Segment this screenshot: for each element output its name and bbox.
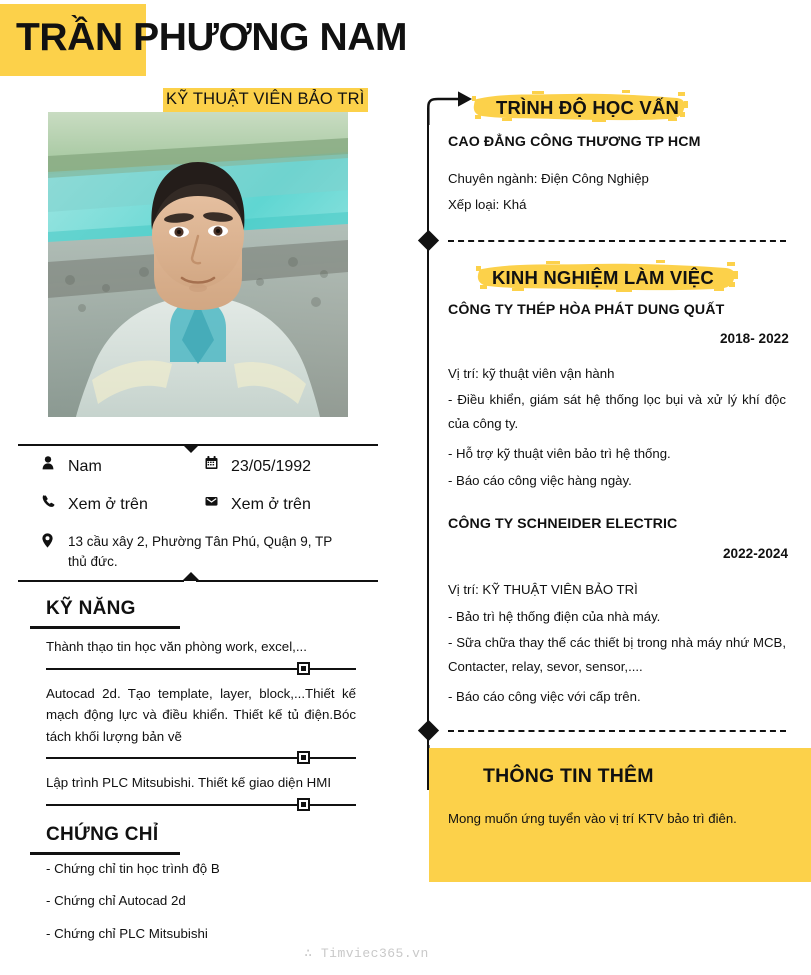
watermark-text: ∴ Timviec365.vn <box>304 946 429 961</box>
education-school: CAO ĐẲNG CÔNG THƯƠNG TP HCM <box>448 134 701 150</box>
job-duty: - Báo cáo công việc hàng ngày. <box>448 473 632 488</box>
job-duty: - Sữa chữa thay thế các thiết bị trong nhà máy nhứ MCB, Contacter, relay, sevor, sensor,.... <box>448 635 786 674</box>
job-title: KỸ THUẬT VIÊN BẢO TRÌ <box>163 88 368 112</box>
job-duty: - Hỗ trợ kỹ thuật viên bảo trì hệ thống. <box>448 446 671 461</box>
contact-email <box>205 493 311 517</box>
job-duty: - Điều khiển, giám sát hệ thống lọc bụi và xử lý khí độc của công ty. <box>448 392 786 431</box>
job-company: CÔNG TY SCHNEIDER ELECTRIC <box>448 516 678 532</box>
contact-birthday <box>205 455 311 479</box>
contact-list <box>42 455 392 588</box>
envelope-icon <box>205 493 231 517</box>
timeline-diamond <box>418 720 439 741</box>
contact-row <box>42 493 392 517</box>
skill-bar-knob[interactable] <box>297 751 310 764</box>
certificates-heading: CHỨNG CHỈ <box>46 824 159 845</box>
job-duty: - Báo cáo công việc với cấp trên. <box>448 689 641 704</box>
timeline-spine <box>427 108 429 790</box>
gender-value: Nam <box>68 458 102 475</box>
additional-info-heading: THÔNG TIN THÊM <box>483 765 654 787</box>
timeline-dash-divider <box>448 730 786 732</box>
address-value: 13 cầu xây 2, Phường Tân Phú, Quận 9, TP thủ đức. <box>68 534 333 570</box>
location-pin-icon <box>42 532 68 548</box>
contact-phone <box>42 493 205 517</box>
timeline-dash-divider <box>448 240 786 242</box>
divider-down-marker <box>182 444 200 453</box>
email-value: Xem ở trên <box>231 496 311 513</box>
certificates-heading-rule <box>30 852 180 855</box>
skill-progress-bar[interactable] <box>46 751 356 765</box>
certificate-item: - Chứng chỉ tin học trình độ B <box>46 861 220 876</box>
skill-progress-bar[interactable] <box>46 662 356 676</box>
education-major: Chuyên ngành: Điện Công Nghiệp <box>448 171 649 186</box>
job-company: CÔNG TY THÉP HÒA PHÁT DUNG QUẤT <box>448 302 725 318</box>
certificate-item: - Chứng chỉ PLC Mitsubishi <box>46 925 208 941</box>
skill-item <box>46 772 356 812</box>
skill-progress-bar[interactable] <box>46 798 356 812</box>
skill-bar-knob[interactable] <box>297 662 310 675</box>
job-date: 2022-2024 <box>723 546 789 561</box>
job-position: Vị trí: KỸ THUẬT VIÊN BẢO TRÌ <box>448 582 638 597</box>
contact-gender <box>42 455 205 479</box>
skill-label: Autocad 2d. Tạo template, layer, block,...Thiết kế mạch động lực và điều khiển. Thiết kế tủ điện.Bóc tách khối lượng bản vẽ <box>46 685 356 744</box>
skills-heading-rule <box>30 626 180 629</box>
job-date: 2018- 2022 <box>720 331 789 346</box>
skills-list <box>46 636 356 819</box>
experience-heading: KINH NGHIỆM LÀM VIỆC <box>492 267 714 288</box>
calendar-icon <box>205 455 231 479</box>
skill-item <box>46 636 356 676</box>
skill-item <box>46 683 356 766</box>
birthday-value: 23/05/1992 <box>231 458 312 475</box>
job-duty: - Bảo trì hệ thống điện của nhà máy. <box>448 609 661 624</box>
education-grade: Xếp loại: Khá <box>448 197 527 212</box>
person-icon <box>42 455 68 479</box>
education-heading: TRÌNH ĐỘ HỌC VẤN <box>496 97 680 118</box>
phone-value: Xem ở trên <box>68 496 148 513</box>
phone-icon <box>42 493 68 517</box>
job-position: Vị trí: kỹ thuật viên vận hành <box>448 366 615 381</box>
additional-info-text: Mong muốn ứng tuyển vào vị trí KTV bảo trì điên. <box>448 811 737 826</box>
timeline-diamond <box>418 230 439 251</box>
skill-label: Thành thạo tin học văn phòng work, excel,... <box>46 639 307 654</box>
contact-row <box>42 455 392 479</box>
contact-address <box>42 532 392 573</box>
skills-heading: KỸ NĂNG <box>46 598 136 619</box>
skill-bar-knob[interactable] <box>297 798 310 811</box>
watermark <box>0 946 811 961</box>
candidate-photo <box>48 112 348 417</box>
skill-label: Lập trình PLC Mitsubishi. Thiết kế giao diện HMI <box>46 775 332 791</box>
contact-top-divider-right <box>196 444 378 446</box>
certificates-list <box>46 862 366 959</box>
contact-top-divider <box>18 444 184 446</box>
certificate-item: - Chứng chỉ Autocad 2d <box>46 893 186 909</box>
page-title: TRẦN PHƯƠNG NAM <box>16 16 408 59</box>
